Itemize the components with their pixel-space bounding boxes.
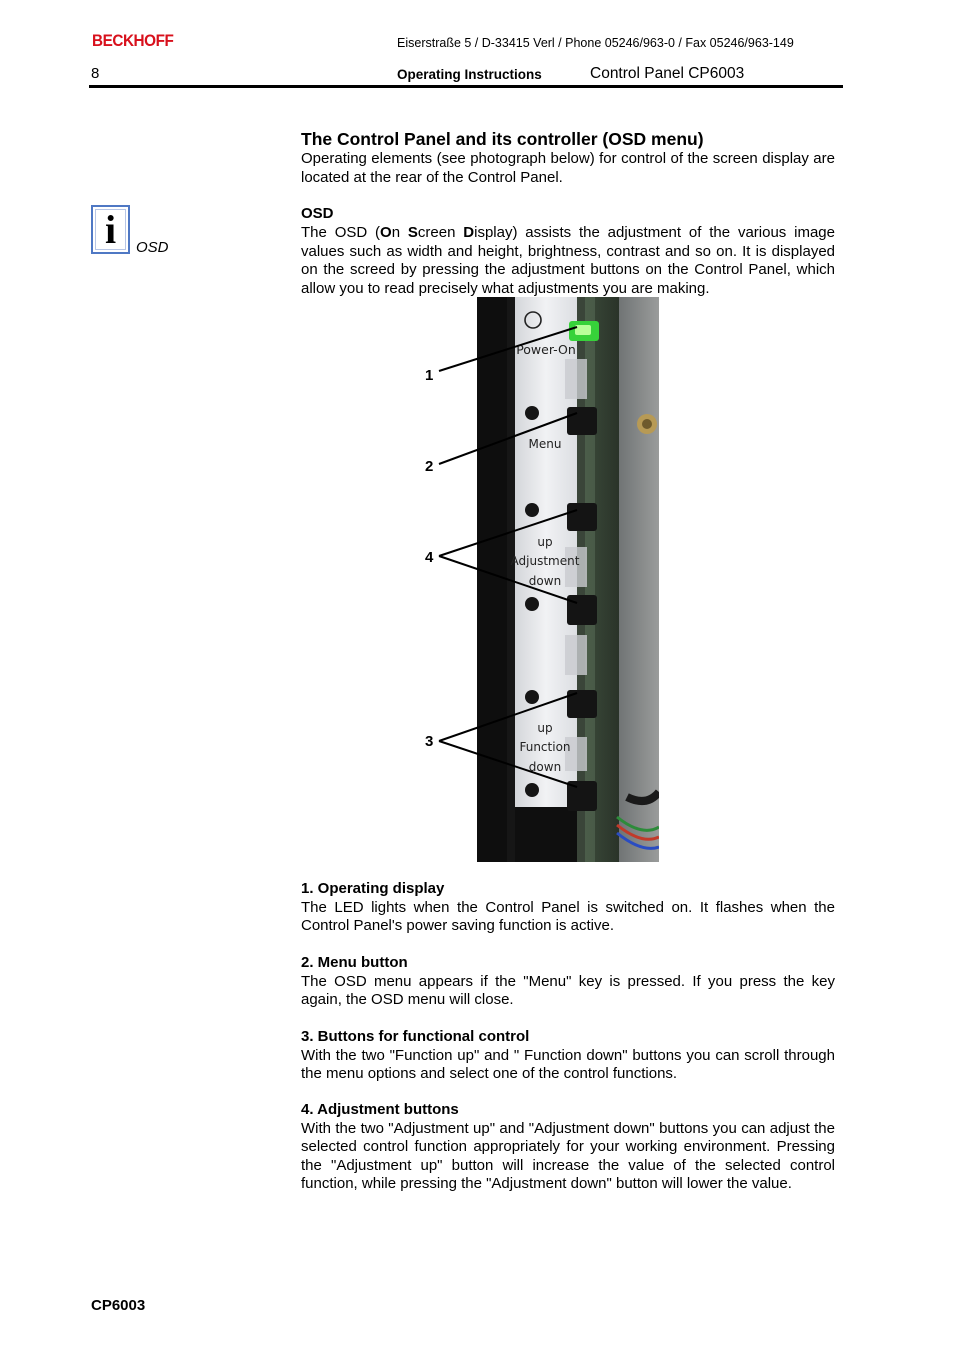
section-operating-display: [301, 880, 835, 936]
info-icon: i: [91, 205, 130, 254]
beckhoff-logo: BECKHOFF: [92, 31, 174, 50]
osd-paragraph: The OSD (On Screen Display) assists the adjustment of the various image values such as width and height, brightness, contrast and so on. It is displayed on the screed by pressing the adjustment buttons on the Control Panel, which allow you to read precisely what adjustments you are making.: [301, 224, 835, 297]
callout-1: 1: [425, 367, 434, 384]
header-rule: [89, 85, 843, 88]
product-title: Control Panel CP6003: [590, 65, 745, 82]
page-number: 8: [91, 65, 100, 82]
section-text: The LED lights when the Control Panel is switched on. It flashes when the Control Panel's power saving function is active.: [301, 898, 835, 934]
callout-2: 2: [425, 458, 434, 475]
label-fn-down: down: [528, 760, 562, 774]
section-title: 3. Buttons for functional control: [301, 1028, 530, 1045]
section-text: With the two "Function up" and " Function down" buttons you can scroll through the menu options and select one of the control functions.: [301, 1046, 835, 1082]
section-adjustment-buttons: [301, 1101, 835, 1194]
label-power-on: Power-On: [516, 342, 576, 357]
osd-subheading: OSD: [301, 205, 334, 222]
label-fn-up: up: [537, 721, 553, 735]
label-menu: Menu: [528, 437, 562, 451]
callout-3: 3: [425, 733, 434, 750]
section-text: With the two "Adjustment up" and "Adjustment down" buttons you can adjust the selected control function appropriately for your working environment. Pressing the "Adjustment up" button will increase the value of the selected control function, while pressing the "Adjustment down" button will lower the value.: [301, 1119, 835, 1192]
label-adj-down: down: [528, 574, 562, 588]
section-text: The OSD menu appears if the "Menu" key is pressed. If you press the key again, the OSD menu will close.: [301, 972, 835, 1008]
section-functional-control: [301, 1028, 835, 1084]
section-title: 1. Operating display: [301, 880, 445, 897]
company-address: Eiserstraße 5 / D-33415 Verl / Phone 05246/963-0 / Fax 05246/963-149: [397, 36, 794, 50]
footer-product: CP6003: [91, 1297, 146, 1314]
control-panel-photo: [477, 297, 659, 862]
sidebar-label: OSD: [136, 239, 169, 256]
label-adj-up: up: [537, 535, 553, 549]
label-adjustment: Adjustment: [510, 554, 580, 568]
section-title: 2. Menu button: [301, 954, 408, 971]
section-title: 4. Adjustment buttons: [301, 1101, 459, 1118]
doc-type: Operating Instructions: [397, 67, 542, 82]
section-heading: The Control Panel and its controller (OSD menu): [301, 129, 704, 149]
intro-paragraph: Operating elements (see photograph below) for control of the screen display are located at the rear of the Control Panel.: [301, 150, 835, 186]
section-menu-button: [301, 954, 835, 1010]
callout-4: 4: [425, 549, 434, 566]
label-function: Function: [519, 740, 571, 754]
